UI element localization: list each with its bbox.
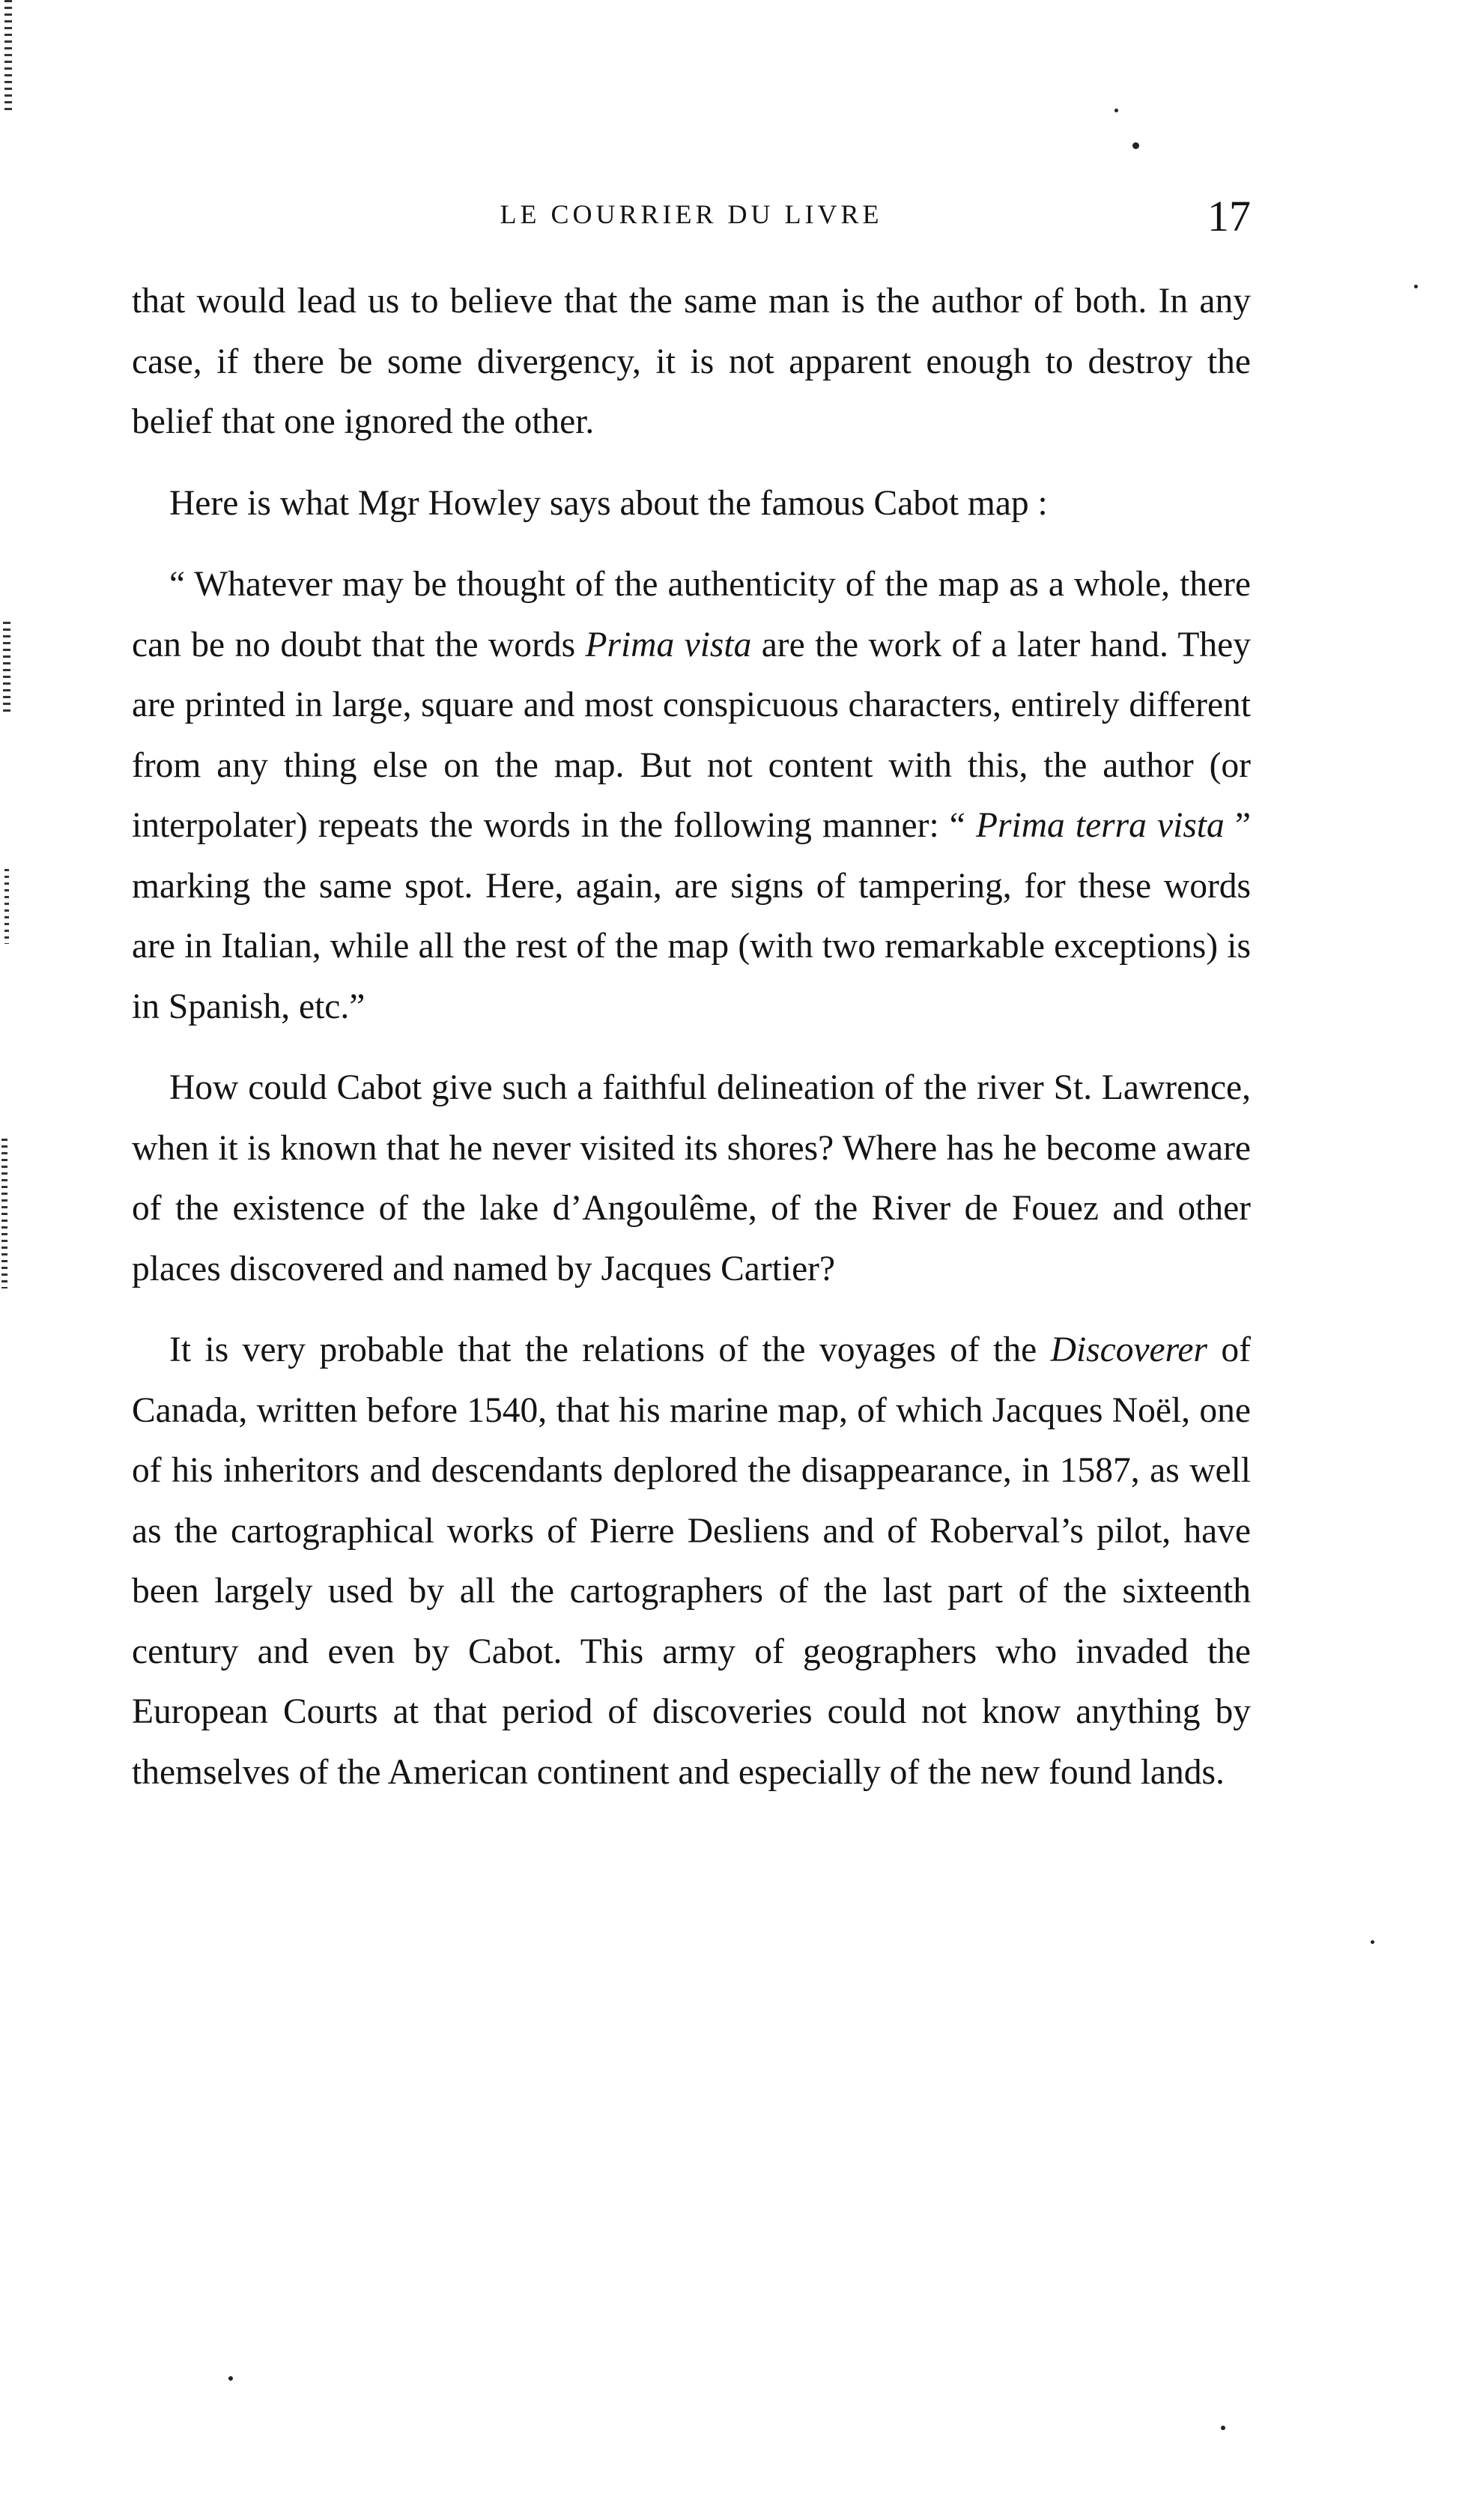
quote-text-open: “ Whatever may be thought of the authenticity of the map as a whole, there can be no doubt that the words [132,565,1251,664]
body-text [132,271,1251,1823]
margin-scan-mark [4,0,12,112]
paragraph-cabot-question: How could Cabot give such a faithful delineation of the river St. Lawrence, when it is known that he never visited its shores? Where has he become aware of the existence of the lake d’Angoulême, of the River de Fouez and other places discovered and named by Jacques Cartier? [132,1068,1251,1288]
scan-speck [228,2376,233,2381]
scan-speck [1414,285,1418,288]
italic-prima-terra-vista: Prima terra vista [976,806,1225,845]
scan-speck [1114,109,1118,112]
page-header [132,191,1251,251]
paragraph-howley-quote [132,554,1251,1037]
scan-speck [1221,2426,1225,2430]
paragraph-text-rest: of Canada, written before 1540, that his marine map, of which Jacques Noël, one of his inheritors and descendants deplored the disappearance, in 1587, as well as the cartographical works of Pierre Desliens and of Roberval’s pilot, have been largely used by all the cartographers of the last part of the sixteenth century and even by Cabot. This army of geographers who invaded the European Courts at that period of discoveries could not know anything by themselves of the American continent and especially of the new found lands. [132,1330,1251,1792]
italic-prima-vista: Prima vista [585,625,752,664]
paragraph-continuation: that would lead us to believe that the same man is the author of both. In any case, if there be some divergency, it is not apparent enough to destroy the belief that one ignored the other. [132,282,1251,441]
running-title: LE COURRIER DU LIVRE [500,199,883,229]
margin-scan-mark [1,1139,7,1288]
italic-discoverer: Discoverer [1050,1330,1207,1369]
page-number: 17 [1207,192,1251,240]
paragraph-text-open: It is very probable that the relations of the voyages of the [169,1330,1051,1369]
margin-scan-mark [3,622,10,712]
scan-speck [1371,1940,1374,1944]
margin-scan-mark [4,869,9,944]
quote-text-middle: are the work of a later hand. They are printed in large, square and most conspicuous characters, entirely different from any thing else on the map. But not content with this, the author (or interpolater) repeats the words in the following manner: “ [132,625,1251,845]
paragraph-cartographers [132,1320,1251,1802]
quote-text-rest: ” marking the same spot. Here, again, are signs of tampering, for these words are in Italian, while all the rest of the map (with two remarkable exceptions) is in Spanish, etc.” [132,806,1251,1026]
scan-speck [1132,142,1139,149]
paragraph-howley-intro: Here is what Mgr Howley says about the famous Cabot map : [169,483,1048,523]
